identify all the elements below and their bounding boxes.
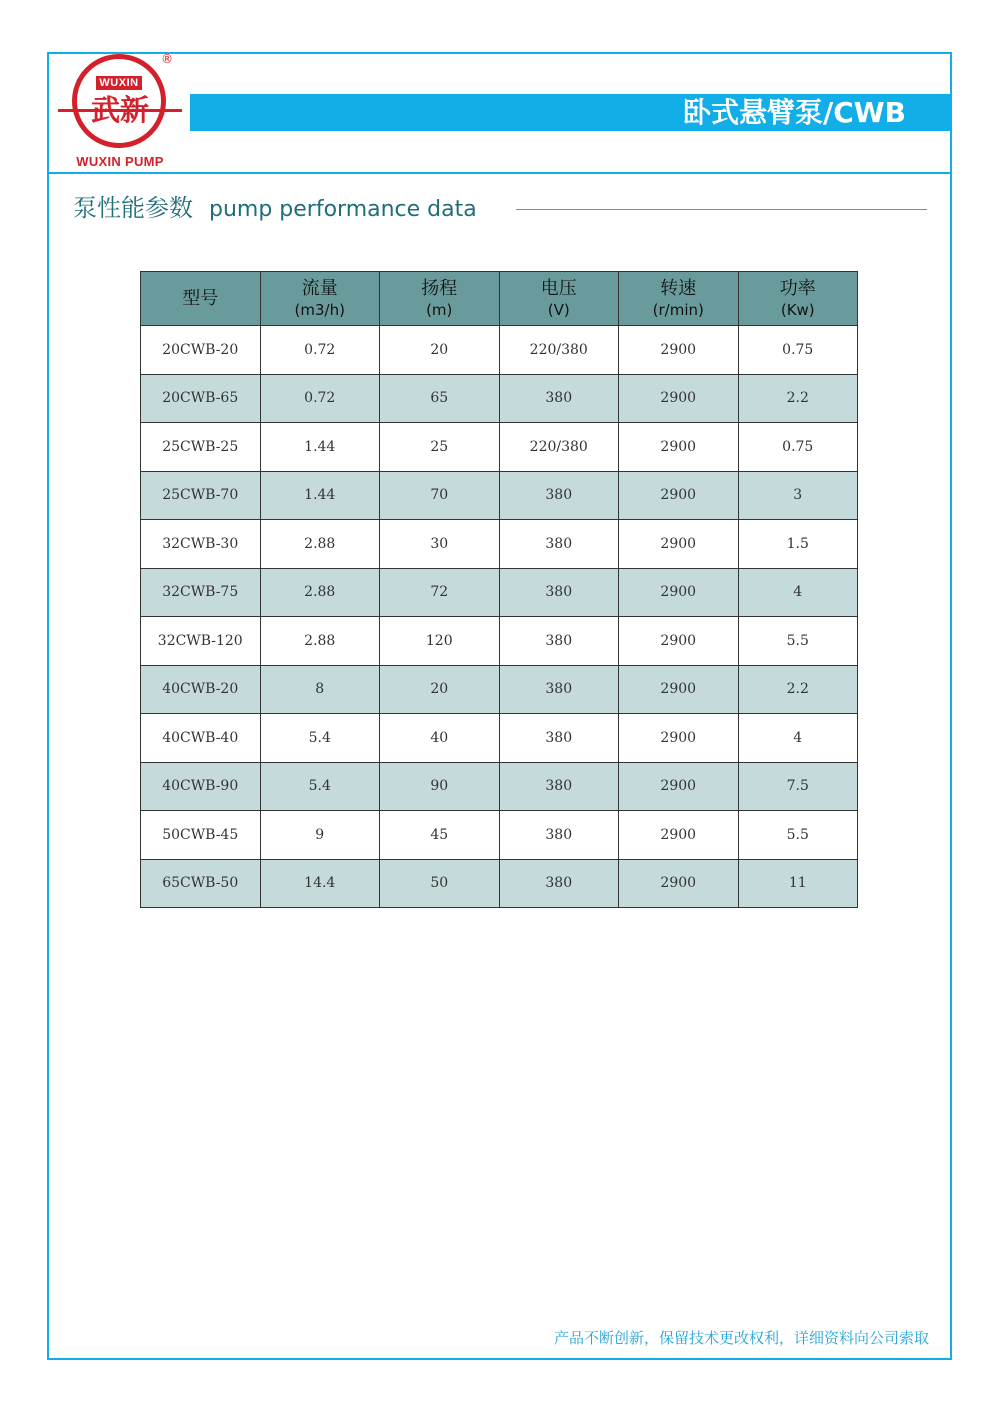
section-title-en: pump performance data: [209, 197, 477, 222]
table-cell: 2900: [619, 714, 739, 763]
table-header-row: [141, 272, 858, 326]
table-cell: 5.5: [738, 617, 858, 666]
table-cell: 1.44: [260, 423, 380, 472]
table-cell: 25CWB-25: [141, 423, 261, 472]
col-name: 电压: [540, 277, 577, 299]
table-row: [141, 617, 858, 666]
table-cell: 0.72: [260, 326, 380, 375]
table-row: [141, 665, 858, 714]
table-cell: 380: [499, 568, 619, 617]
table-cell: 2900: [619, 423, 739, 472]
table-cell: 2900: [619, 520, 739, 569]
table-cell: 4: [738, 568, 858, 617]
table-cell: 380: [499, 859, 619, 908]
table-cell: 5.4: [260, 714, 380, 763]
table-cell: 2.88: [260, 520, 380, 569]
table-cell: 40CWB-20: [141, 665, 261, 714]
table-cell: 2.88: [260, 568, 380, 617]
table-body: [141, 326, 858, 908]
table-row: [141, 568, 858, 617]
logo-en-text: WUXIN PUMP: [76, 154, 164, 169]
col-header-voltage: [499, 272, 619, 326]
table-cell: 2900: [619, 568, 739, 617]
table-cell: 0.75: [738, 423, 858, 472]
table-cell: 2900: [619, 326, 739, 375]
table-cell: 40CWB-90: [141, 762, 261, 811]
table-cell: 65: [380, 374, 500, 423]
table-cell: 45: [380, 811, 500, 860]
table-cell: 2900: [619, 859, 739, 908]
table-cell: 2900: [619, 471, 739, 520]
col-name: 扬程: [421, 277, 458, 299]
table-cell: 1.5: [738, 520, 858, 569]
table-cell: 380: [499, 811, 619, 860]
section-rule: [516, 209, 927, 210]
table-cell: 20CWB-20: [141, 326, 261, 375]
table-cell: 3: [738, 471, 858, 520]
col-name: 转速: [660, 277, 697, 299]
table-cell: 2900: [619, 811, 739, 860]
col-unit: (Kw): [780, 300, 815, 319]
col-header-head: [380, 272, 500, 326]
col-name: 型号: [182, 287, 219, 309]
table-cell: 25: [380, 423, 500, 472]
table-cell: 2.88: [260, 617, 380, 666]
table-cell: 25CWB-70: [141, 471, 261, 520]
table-cell: 11: [738, 859, 858, 908]
table-cell: 380: [499, 714, 619, 763]
col-name: 功率: [779, 277, 816, 299]
table-cell: 220/380: [499, 423, 619, 472]
col-unit: (r/min): [652, 300, 704, 319]
company-logo: [58, 54, 182, 172]
table-cell: 20CWB-65: [141, 374, 261, 423]
col-header-speed: [619, 272, 739, 326]
table-cell: 5.4: [260, 762, 380, 811]
table-cell: 72: [380, 568, 500, 617]
section-title-cn: 泵性能参数: [73, 194, 193, 222]
title-banner: [190, 94, 952, 131]
section-heading: [73, 190, 477, 226]
table-cell: 32CWB-30: [141, 520, 261, 569]
table-cell: 70: [380, 471, 500, 520]
table-cell: 380: [499, 665, 619, 714]
table-cell: 380: [499, 762, 619, 811]
table-cell: 0.75: [738, 326, 858, 375]
table-cell: 50: [380, 859, 500, 908]
table-row: [141, 423, 858, 472]
logo-band-text: WUXIN: [96, 76, 142, 90]
col-unit: (m): [426, 300, 453, 319]
table-cell: 40CWB-40: [141, 714, 261, 763]
table-cell: 380: [499, 617, 619, 666]
table-cell: 14.4: [260, 859, 380, 908]
table-cell: 120: [380, 617, 500, 666]
table-cell: 2.2: [738, 374, 858, 423]
table-cell: 380: [499, 374, 619, 423]
table-row: [141, 859, 858, 908]
table-cell: 2900: [619, 665, 739, 714]
table-cell: 4: [738, 714, 858, 763]
table-cell: 0.72: [260, 374, 380, 423]
col-header-flow: [260, 272, 380, 326]
col-header-power: [738, 272, 858, 326]
table-cell: 32CWB-120: [141, 617, 261, 666]
table-cell: 50CWB-45: [141, 811, 261, 860]
registered-mark: ®: [161, 52, 173, 66]
table-cell: 2900: [619, 374, 739, 423]
performance-table: [140, 271, 858, 908]
table-row: [141, 374, 858, 423]
col-unit: (V): [547, 300, 570, 319]
table-cell: 90: [380, 762, 500, 811]
col-unit: (m3/h): [294, 300, 345, 319]
table-cell: 40: [380, 714, 500, 763]
table-cell: 8: [260, 665, 380, 714]
table-cell: 20: [380, 665, 500, 714]
table-cell: 1.44: [260, 471, 380, 520]
table-cell: 32CWB-75: [141, 568, 261, 617]
table-cell: 380: [499, 520, 619, 569]
footer-note: 产品不断创新，保留技术更改权利，详细资料向公司索取: [553, 1329, 929, 1347]
col-name: 流量: [301, 277, 338, 299]
table-cell: 20: [380, 326, 500, 375]
table-row: [141, 471, 858, 520]
logo-cn-text: 武新: [90, 93, 149, 127]
table-cell: 2900: [619, 617, 739, 666]
table-row: [141, 762, 858, 811]
table-row: [141, 714, 858, 763]
page-title: 卧式悬臂泵/CWB: [682, 96, 906, 129]
table-row: [141, 811, 858, 860]
table-cell: 30: [380, 520, 500, 569]
table-cell: 2.2: [738, 665, 858, 714]
table-cell: 380: [499, 471, 619, 520]
table-cell: 5.5: [738, 811, 858, 860]
table-row: [141, 520, 858, 569]
table-cell: 9: [260, 811, 380, 860]
header-divider: [47, 172, 952, 174]
col-header-model: [141, 272, 261, 326]
table-cell: 220/380: [499, 326, 619, 375]
table-cell: 2900: [619, 762, 739, 811]
table-cell: 7.5: [738, 762, 858, 811]
table-row: [141, 326, 858, 375]
table-cell: 65CWB-50: [141, 859, 261, 908]
